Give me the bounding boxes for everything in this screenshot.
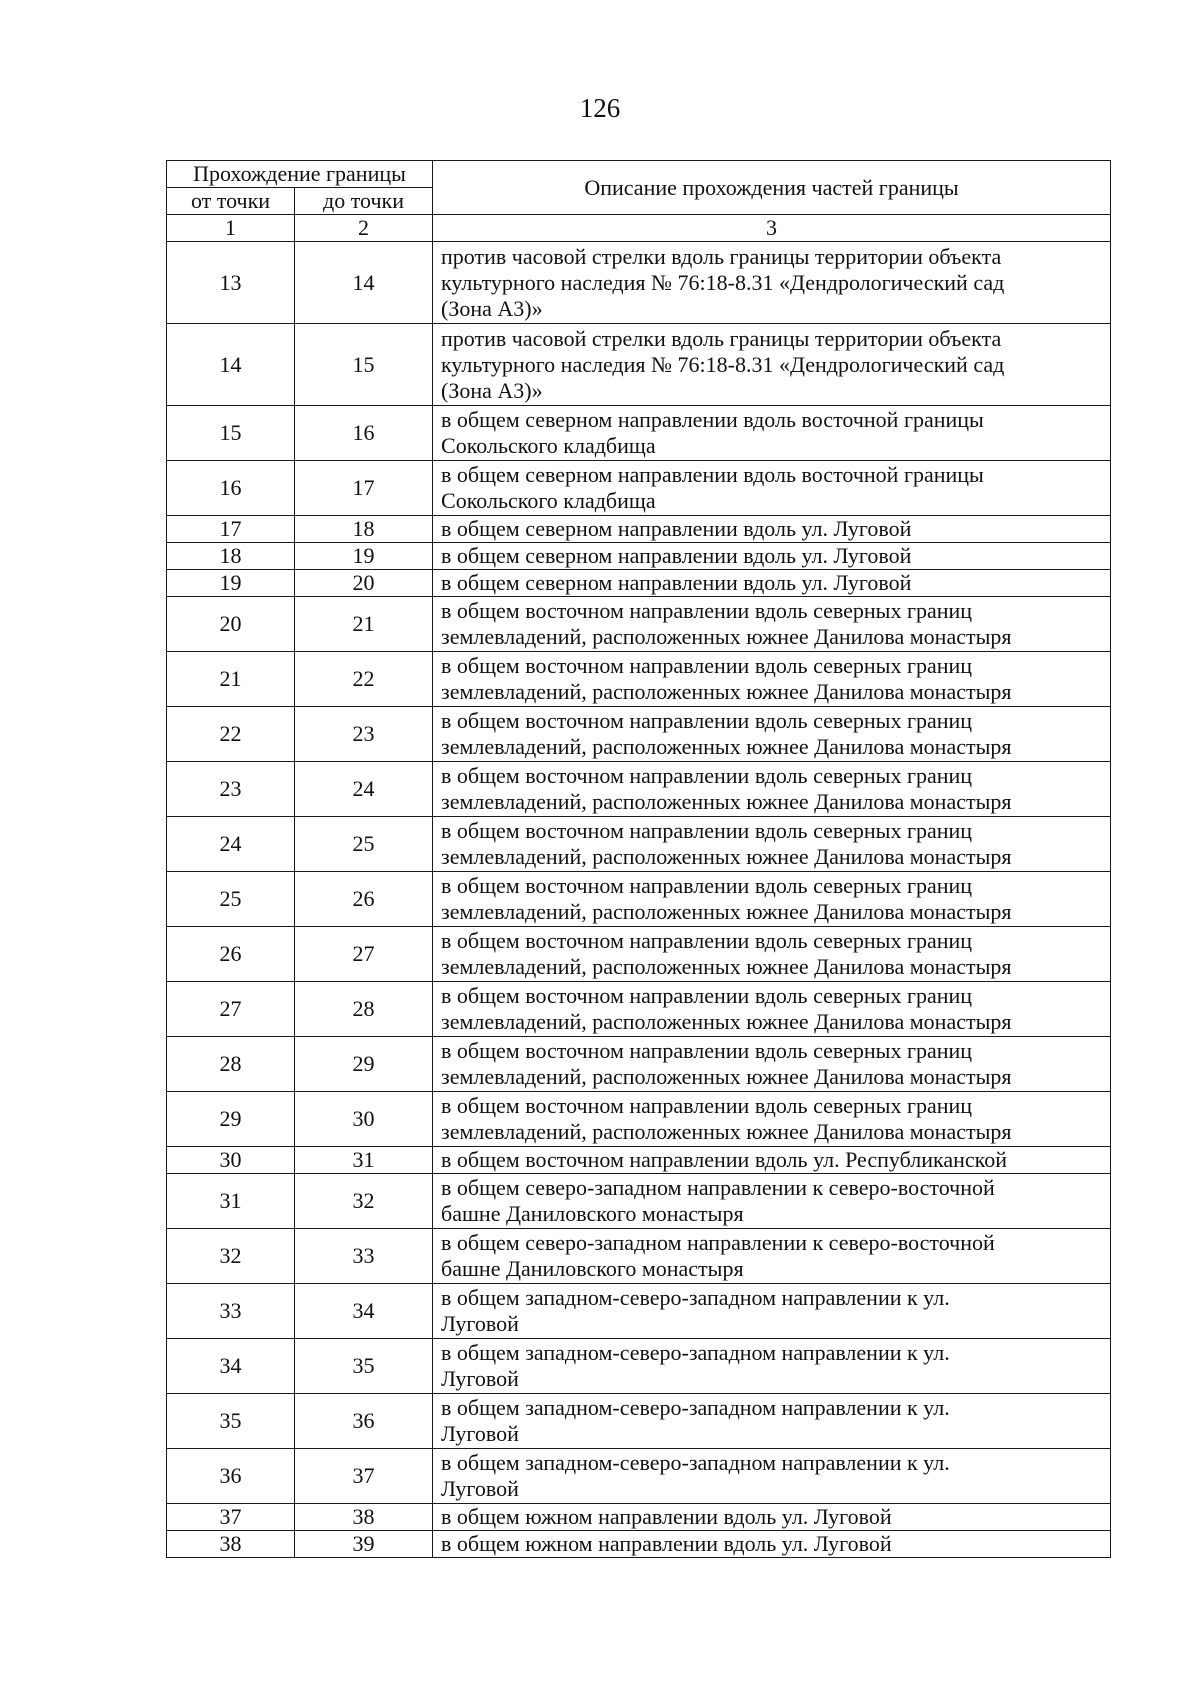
table-row [167,461,1111,516]
header-to-point: до точки [295,188,433,215]
description-cell [433,1449,1111,1504]
description-cell [433,543,1111,570]
description-cell [433,1092,1111,1147]
description-line: Луговой [441,1476,519,1501]
to-point-cell: 24 [295,762,433,817]
description-line: в общем южном направлении вдоль ул. Луговой [441,1531,892,1556]
description-line: в общем северо-западном направлении к северо-восточной [441,1230,995,1255]
description-line: культурного наследия № 76:18-8.31 «Дендрологический сад [441,351,1005,377]
description-line: землевладений, расположенных южнее Данилова монастыря [441,1119,1012,1144]
from-point-cell: 15 [167,406,295,461]
description-cell [433,982,1111,1037]
to-point-cell: 38 [295,1504,433,1531]
description-line: землевладений, расположенных южнее Данилова монастыря [441,679,1012,704]
description-line: (Зона А3)» [441,377,543,403]
table-row [167,1531,1111,1558]
table-row [167,516,1111,543]
description-line: в общем восточном направлении вдоль северных границ [441,818,973,843]
description-line: Луговой [441,1366,519,1391]
description-cell [433,461,1111,516]
from-point-cell: 36 [167,1449,295,1504]
description-line: культурного наследия № 76:18-8.31 «Дендрологический сад [441,269,1005,295]
from-point-cell: 28 [167,1037,295,1092]
description-cell [433,570,1111,597]
page-number: 126 [579,93,621,123]
description-line: в общем восточном направлении вдоль северных границ [441,653,973,678]
table-row [167,597,1111,652]
from-point-cell: 14 [167,324,295,406]
description-line: Луговой [441,1421,519,1446]
from-point-cell: 25 [167,872,295,927]
description-line: в общем восточном направлении вдоль северных границ [441,1093,973,1118]
table-row [167,652,1111,707]
description-line: в общем южном направлении вдоль ул. Луговой [441,1504,892,1529]
to-point-cell: 16 [295,406,433,461]
description-line: в общем западном-северо-западном направлении к ул. [441,1395,950,1420]
description-line: в общем восточном направлении вдоль северных границ [441,873,973,898]
description-line: Сокольского кладбища [441,488,656,513]
to-point-cell: 17 [295,461,433,516]
description-line: башне Даниловского монастыря [441,1256,744,1281]
description-cell [433,597,1111,652]
table-row [167,1449,1111,1504]
from-point-cell: 37 [167,1504,295,1531]
description-cell [433,1531,1111,1558]
table-row [167,1229,1111,1284]
description-line: в общем северном направлении вдоль восточной границы [441,462,984,487]
description-line: башне Даниловского монастыря [441,1201,744,1226]
header-row-group [167,161,1111,188]
from-point-cell: 20 [167,597,295,652]
to-point-cell: 25 [295,817,433,872]
header-from-point: от точки [167,188,295,215]
table-row [167,1147,1111,1174]
boundary-table [166,160,1111,1558]
from-point-cell: 23 [167,762,295,817]
description-line: в общем восточном направлении вдоль северных границ [441,1038,973,1063]
table-row [167,927,1111,982]
description-cell [433,707,1111,762]
description-line: в общем восточном направлении вдоль ул. Республиканской [441,1147,1007,1172]
to-point-cell: 21 [295,597,433,652]
description-cell [433,762,1111,817]
to-point-cell: 34 [295,1284,433,1339]
to-point-cell: 18 [295,516,433,543]
description-line: против часовой стрелки вдоль границы территории объекта [441,243,1002,269]
from-point-cell: 31 [167,1174,295,1229]
description-cell [433,1394,1111,1449]
from-point-cell: 26 [167,927,295,982]
description-line: против часовой стрелки вдоль границы территории объекта [441,325,1002,351]
description-line: в общем восточном направлении вдоль северных границ [441,763,973,788]
description-line: в общем восточном направлении вдоль северных границ [441,708,973,733]
description-line: в общем северном направлении вдоль ул. Луговой [441,543,912,568]
description-line: в общем восточном направлении вдоль северных границ [441,983,973,1008]
from-point-cell: 29 [167,1092,295,1147]
description-line: землевладений, расположенных южнее Данилова монастыря [441,1064,1012,1089]
to-point-cell: 20 [295,570,433,597]
to-point-cell: 32 [295,1174,433,1229]
to-point-cell: 27 [295,927,433,982]
description-cell [433,1147,1111,1174]
table-row [167,543,1111,570]
description-cell [433,1037,1111,1092]
to-point-cell: 31 [295,1147,433,1174]
description-cell [433,1504,1111,1531]
from-point-cell: 21 [167,652,295,707]
table-row [167,1284,1111,1339]
from-point-cell: 13 [167,242,295,324]
to-point-cell: 36 [295,1394,433,1449]
description-line: в общем западном-северо-западном направлении к ул. [441,1340,950,1365]
description-line: Луговой [441,1311,519,1336]
table-row [167,872,1111,927]
table-row [167,242,1111,324]
description-cell [433,927,1111,982]
from-point-cell: 35 [167,1394,295,1449]
from-point-cell: 30 [167,1147,295,1174]
description-line: Сокольского кладбища [441,433,656,458]
table-row [167,324,1111,406]
to-point-cell: 30 [295,1092,433,1147]
from-point-cell: 24 [167,817,295,872]
from-point-cell: 38 [167,1531,295,1558]
description-line: землевладений, расположенных южнее Данилова монастыря [441,624,1012,649]
column-number-2: 2 [295,215,433,242]
description-line: землевладений, расположенных южнее Данилова монастыря [441,844,1012,869]
table-body [167,242,1111,1558]
table-row [167,1092,1111,1147]
table-row [167,406,1111,461]
description-line: землевладений, расположенных южнее Данилова монастыря [441,734,1012,759]
header-description: Описание прохождения частей границы [433,161,1111,215]
description-cell [433,242,1111,324]
table-row [167,1037,1111,1092]
description-line: в общем западном-северо-западном направлении к ул. [441,1450,950,1475]
from-point-cell: 32 [167,1229,295,1284]
description-line: в общем восточном направлении вдоль северных границ [441,928,973,953]
table-row [167,982,1111,1037]
table-row [167,817,1111,872]
to-point-cell: 19 [295,543,433,570]
from-point-cell: 17 [167,516,295,543]
from-point-cell: 22 [167,707,295,762]
description-line: землевладений, расположенных южнее Данилова монастыря [441,789,1012,814]
description-line: землевладений, расположенных южнее Данилова монастыря [441,1009,1012,1034]
description-line: (Зона А3)» [441,295,543,321]
column-number-1: 1 [167,215,295,242]
description-line: землевладений, расположенных южнее Данилова монастыря [441,899,1012,924]
description-line: в общем северном направлении вдоль ул. Луговой [441,516,912,541]
from-point-cell: 18 [167,543,295,570]
description-line: землевладений, расположенных южнее Данилова монастыря [441,954,1012,979]
header-boundary-passage: Прохождение границы [167,161,433,188]
table-row [167,1504,1111,1531]
from-point-cell: 33 [167,1284,295,1339]
to-point-cell: 29 [295,1037,433,1092]
table-row [167,762,1111,817]
description-line: в общем северо-западном направлении к северо-восточной [441,1175,995,1200]
description-cell [433,406,1111,461]
description-cell [433,1229,1111,1284]
description-cell [433,324,1111,406]
to-point-cell: 37 [295,1449,433,1504]
from-point-cell: 27 [167,982,295,1037]
description-line: в общем северном направлении вдоль восточной границы [441,407,984,432]
table-row [167,707,1111,762]
to-point-cell: 15 [295,324,433,406]
description-line: в общем западном-северо-западном направлении к ул. [441,1285,950,1310]
description-cell [433,872,1111,927]
description-cell [433,1174,1111,1229]
to-point-cell: 39 [295,1531,433,1558]
to-point-cell: 35 [295,1339,433,1394]
description-line: в общем северном направлении вдоль ул. Луговой [441,570,912,595]
from-point-cell: 19 [167,570,295,597]
to-point-cell: 14 [295,242,433,324]
table-row [167,1394,1111,1449]
to-point-cell: 28 [295,982,433,1037]
from-point-cell: 34 [167,1339,295,1394]
description-line: в общем восточном направлении вдоль северных границ [441,598,973,623]
to-point-cell: 22 [295,652,433,707]
to-point-cell: 23 [295,707,433,762]
table-row [167,1339,1111,1394]
to-point-cell: 26 [295,872,433,927]
from-point-cell: 16 [167,461,295,516]
description-cell [433,1339,1111,1394]
description-cell [433,817,1111,872]
table-row [167,570,1111,597]
description-cell [433,652,1111,707]
header-row-column-numbers [167,215,1111,242]
column-number-3: 3 [433,215,1111,242]
table-row [167,1174,1111,1229]
to-point-cell: 33 [295,1229,433,1284]
description-cell [433,516,1111,543]
description-cell [433,1284,1111,1339]
